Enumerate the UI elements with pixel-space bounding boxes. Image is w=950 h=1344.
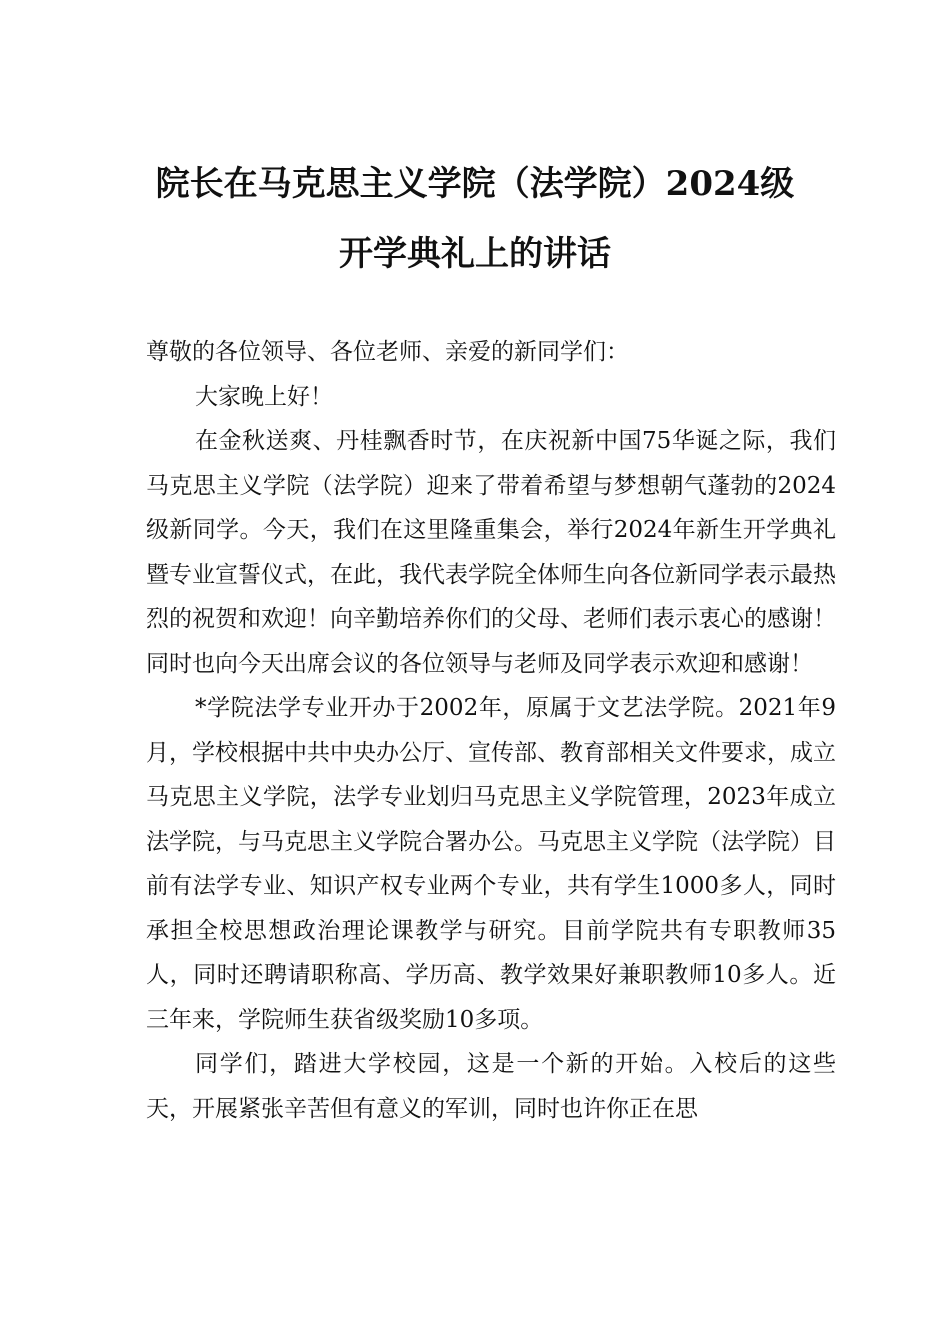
paragraph-greeting: 大家晚上好！ <box>195 383 333 410</box>
document-title-line-2: 开学典礼上的讲话 <box>339 234 611 274</box>
document-title-line-1: 院长在马克思主义学院（法学院）2024级 <box>155 164 795 204</box>
paragraph-college-intro: *学院法学专业开办于2002年，原属于文艺法学院。2021年9月，学校根据中共中央办公厅、宣传部、教育部相关文件要求，成立马克思主义学院，法学专业划归马克思主义学院管理，2023年成立法学院，与马克思主义学院合署办公。马克思主义学院（法学院）目前有法学专业、知识产权专业两个专业，共有学生1000多人，同时承担全校思想政治理论课教学与研究。目前学院共有专职教师35人，同时还聘请职称高、学历高、教学效果好兼职教师10多人。近三年来，学院师生获省级奖励10多项。 <box>146 695 836 1033</box>
paragraph-students: 同学们，踏进大学校园，这是一个新的开始。入校后的这些天，开展紧张辛苦但有意义的军训，同时也许你正在思 <box>146 1051 836 1122</box>
salutation: 尊敬的各位领导、各位老师、亲爱的新同学们： <box>146 339 629 365</box>
document-body <box>146 330 836 1131</box>
paragraph-welcome: 在金秋送爽、丹桂飘香时节，在庆祝新中国75华诞之际，我们马克思主义学院（法学院）迎来了带着希望与梦想朝气蓬勃的2024级新同学。今天，我们在这里隆重集会，举行2024年新生开学典礼暨专业宣誓仪式，在此，我代表学院全体师生向各位新同学表示最热烈的祝贺和欢迎！向辛勤培养你们的父母、老师们表示衷心的感谢！同时也向今天出席会议的各位领导与老师及同学表示欢迎和感谢！ <box>146 428 836 677</box>
